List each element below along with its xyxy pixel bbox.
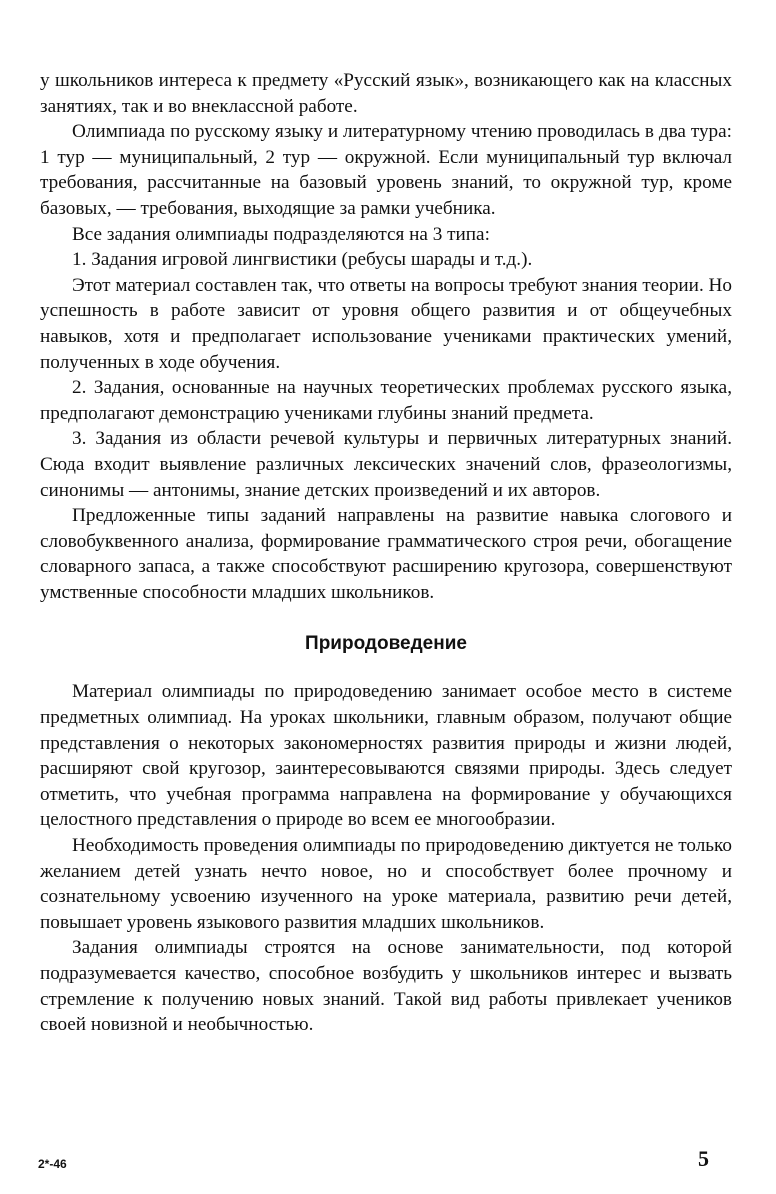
- paragraph: Все задания олимпиады подразделяются на 3 типа:: [72, 223, 490, 245]
- paragraph: Задания олимпиады строятся на основе занимательности, под которой подразумевается качество, способное возбудить у школьников интерес и вызвать стремление к получению новых знаний. Такой вид работы привлекает учеников своей новизной и необычностью.: [40, 937, 732, 1036]
- paragraph: 2. Задания, основанные на научных теоретических проблемах русского языка, предполагают демонстрацию учениками глубины знаний предмета.: [40, 377, 732, 424]
- paragraph: Необходимость проведения олимпиады по природоведению диктуется не только желанием детей узнать нечто новое, но и способствует более прочному и сознательному усвоению изученного на уроке материала, развитию речи детей, повышает уровень языкового развития младших школьников.: [40, 835, 732, 933]
- paragraph: 3. Задания из области речевой культуры и первичных литературных знаний. Сюда входит выявление различных лексических значений слов, фразеологизмы, синонимы — антонимы, знание детских произведений и их авторов.: [40, 428, 732, 501]
- section-heading: Природоведение: [305, 633, 467, 655]
- paragraph: Материал олимпиады по природоведению занимает особое место в системе предметных олимпиад. На уроках школьники, главным образом, получают общие представления о некоторых закономерностях развития природы и жизни людей, расширяют свой кругозор, заинтересовываются связями природы. Здесь следует отметить, что учебная программа направлена на формирование у обучающихся целостного представления о природе во всем ее многообразии.: [40, 681, 732, 831]
- paragraph: 1. Задания игровой лингвистики (ребусы шарады и т.д.).: [72, 249, 533, 271]
- printer-signature: 2*-46: [38, 1157, 67, 1171]
- paragraph: Предложенные типы заданий направлены на развитие навыка слогового и словобуквенного анализа, формирование грамматического строя речи, обогащение словарного запаса, а также способствуют расширению кругозора, совершенствуют умственные способности младших школьников.: [40, 505, 732, 603]
- page-number: 5: [698, 1146, 709, 1171]
- page-body: [40, 68, 732, 1038]
- paragraph: Олимпиада по русскому языку и литературному чтению проводилась в два тура: 1 тур — муниципальный, 2 тур — окружной. Если муниципальный тур включал требования, рассчитанные на базовый уровень знаний, то окружной тур, кроме базовых, — требования, выходящие за рамки учебника.: [40, 121, 732, 219]
- paragraph: Этот материал составлен так, что ответы на вопросы требуют знания теории. Но успешность в работе зависит от уровня общего развития и от общеучебных навыков, хотя и предполагает использование учениками практических умений, полученных в ходе обучения.: [40, 274, 732, 373]
- paragraph: у школьников интереса к предмету «Русский язык», возникающего как на классных занятиях, так и во внеклассной работе.: [40, 70, 732, 117]
